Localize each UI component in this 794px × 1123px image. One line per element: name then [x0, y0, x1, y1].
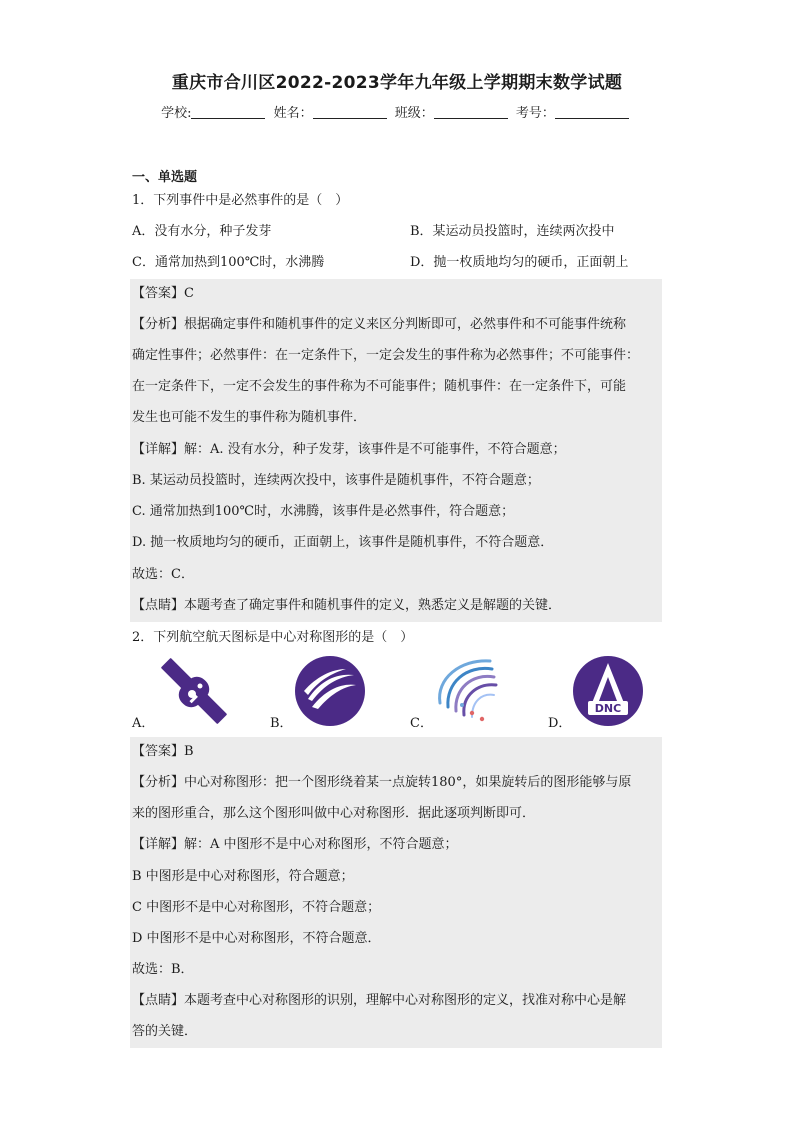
- dnc-logo-text: DNC: [594, 702, 622, 715]
- q1-analysis-line: 【分析】根据确定事件和随机事件的定义来区分判断即可，必然事件和不可能事件统称: [132, 317, 627, 332]
- q1-detail-line: 【详解】解：A. 没有水分，种子发芽，该事件是不可能事件，不符合题意；: [132, 442, 566, 457]
- q2-option-a-label: A．: [132, 716, 155, 731]
- page-title: 重庆市合川区2022-2023学年九年级上学期期末数学试题: [171, 73, 623, 93]
- satellite-icon: [158, 656, 230, 728]
- q1-stem: 1．下列事件中是必然事件的是（ ）: [132, 193, 349, 208]
- q2-detail-line: D 中图形不是中心对称图形，不符合题意．: [132, 931, 381, 946]
- q1-detail-line: 故选：C．: [132, 567, 194, 582]
- exam-no-label: 考号：: [515, 106, 555, 121]
- q2-comment-line: 答的关键．: [132, 1024, 198, 1039]
- q1-option-b: B．某运动员投篮时，连续两次投中: [410, 224, 615, 239]
- q1-detail-line: D. 抛一枚质地均匀的硬币，正面朝上，该事件是随机事件，不符合题意．: [132, 535, 554, 550]
- student-info-line: [0, 102, 794, 121]
- q1-analysis-line: 发生也可能不发生的事件称为随机事件．: [132, 410, 367, 425]
- class-label: 班级：: [394, 106, 434, 121]
- swoosh-circle-icon: [294, 655, 366, 727]
- school-label: 学校:: [161, 106, 192, 121]
- q2-analysis-line: 来的图形重合，那么这个图形叫做中心对称图形．据此逐项判断即可．: [132, 806, 536, 821]
- q2-answer: 【答案】B: [132, 744, 194, 759]
- q1-analysis-line: 确定性事件；必然事件：在一定条件下，一定会发生的事件称为必然事件；不可能事件：: [132, 348, 640, 363]
- q2-comment-line: 【点睛】本题考查中心对称图形的识别，理解中心对称图形的定义，找准对称中心是解: [132, 993, 627, 1008]
- q1-analysis-line: 在一定条件下，一定不会发生的事件称为不可能事件；随机事件：在一定条件下，可能: [132, 379, 627, 394]
- section-title: 一、单选题: [132, 170, 198, 185]
- q1-option-c: C．通常加热到100℃时，水沸腾: [132, 255, 325, 270]
- school-blank: [191, 105, 265, 119]
- q2-detail-line: B 中图形是中心对称图形，符合题意；: [132, 869, 354, 884]
- q1-comment: 【点睛】本题考查了确定事件和随机事件的定义，熟悉定义是解题的关键．: [132, 598, 562, 613]
- name-blank: [313, 105, 387, 119]
- class-blank: [434, 105, 508, 119]
- q2-option-c-label: C．: [410, 716, 433, 731]
- q2-detail-line: C 中图形不是中心对称图形，不符合题意；: [132, 900, 381, 915]
- q1-option-a: A．没有水分，种子发芽: [132, 224, 272, 239]
- orbit-arcs-icon: [432, 655, 504, 727]
- q2-option-b-label: B．: [270, 716, 293, 731]
- q2-analysis-line: 【分析】中心对称图形：把一个图形绕着某一点旋转180°，如果旋转后的图形能够与原: [132, 775, 632, 790]
- exam-no-blank: [555, 105, 629, 119]
- q2-option-d-label: D．: [548, 716, 572, 731]
- q1-detail-line: B. 某运动员投篮时，连续两次投中，该事件是随机事件，不符合题意；: [132, 473, 540, 488]
- name-label: 姓名：: [273, 106, 313, 121]
- q2-stem: 2．下列航空航天图标是中心对称图形的是（ ）: [132, 630, 414, 645]
- dnc-logo-icon: [572, 655, 644, 727]
- q1-detail-line: C. 通常加热到100℃时，水沸腾，该事件是必然事件，符合题意；: [132, 504, 515, 519]
- q1-answer: 【答案】C: [132, 286, 194, 301]
- q2-detail-line: 【详解】解：A 中图形不是中心对称图形，不符合题意；: [132, 837, 458, 852]
- q1-option-d: D．抛一枚质地均匀的硬币，正面朝上: [410, 255, 629, 270]
- q2-detail-line: 故选：B．: [132, 962, 194, 977]
